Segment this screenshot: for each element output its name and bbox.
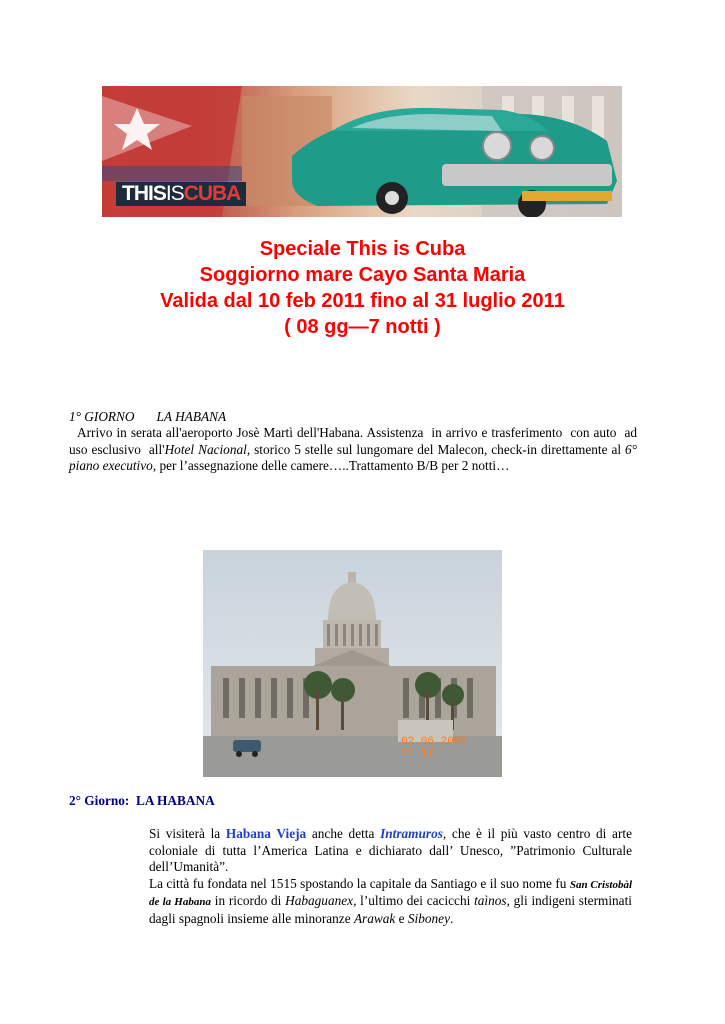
arawak: Arawak bbox=[353, 910, 396, 926]
header-banner-image bbox=[102, 86, 622, 217]
photo-date-stamp: 02.06.2005 21:17 bbox=[401, 736, 468, 760]
day2-t7: , gli indigeni sterminati dagli spagnoli insieme alle minoranze bbox=[149, 893, 632, 926]
day1-floor: 6° piano executivo bbox=[69, 441, 637, 473]
title-line-3: Valida dal 10 feb 2011 fino al 31 luglio 2011 bbox=[160, 290, 565, 312]
day2-t1: Si visiterà la bbox=[149, 826, 226, 841]
logo-this: THIS bbox=[122, 182, 166, 205]
day1-paragraph bbox=[69, 425, 641, 475]
habaguanex: Habaguanex bbox=[285, 893, 354, 908]
day2-t5: in ricordo di bbox=[210, 893, 286, 908]
day1-place: LA HABANA bbox=[156, 409, 227, 424]
day2-t6: , l’ultimo dei cacicchi bbox=[353, 893, 475, 908]
logo-cuba: CUBA bbox=[183, 182, 241, 205]
day2-paragraph bbox=[149, 826, 632, 927]
siboney: Siboney bbox=[407, 910, 450, 926]
day1-text-a: Arrivo in serata all'aeroporto Josè Martì dell'Habana. Assistenza in arrivo e trasferimento con auto ad uso esclusivo all' bbox=[69, 425, 641, 457]
title-line-4: ( 08 gg—7 notti ) bbox=[284, 316, 441, 338]
day2-t8: e bbox=[395, 910, 408, 926]
this-is-cuba-logo bbox=[116, 182, 246, 206]
san-cristobal: San Cristobàl de la Habana bbox=[149, 878, 632, 908]
logo-is: IS bbox=[165, 182, 184, 205]
day1-text-c: , per l’assegnazione delle camere…..Trattamento B/B per 2 notti… bbox=[152, 458, 510, 473]
day1-heading bbox=[69, 409, 226, 426]
capitolio-photo bbox=[203, 550, 502, 777]
day1-label: 1° GIORNO bbox=[69, 409, 135, 424]
day2-heading: 2° Giorno: LA HABANA bbox=[69, 793, 215, 808]
day2-t4: La città fu fondata nel 1515 spostando la capitale da Santiago e il suo nome fu bbox=[149, 875, 570, 891]
day1-text-b: , storico 5 stelle sul lungomare del Malecon, check-in direttamente al bbox=[246, 441, 626, 457]
habana-vieja: Habana Vieja bbox=[225, 826, 307, 841]
day2-t2: anche detta bbox=[306, 826, 381, 841]
day1-hotel: Hotel Nacional bbox=[164, 441, 247, 457]
day2-t3: , che è il più vasto centro di arte coloniale di tutta l’America Latina e dichiarato dall’ Unesco, ”Patrimonio Culturale dell’Umanità”. bbox=[149, 826, 632, 874]
intramuros: Intramuros bbox=[380, 826, 443, 841]
title-line-2: Soggiorno mare Cayo Santa Maria bbox=[199, 264, 526, 286]
day2-t9: . bbox=[449, 910, 454, 926]
title-line-1: Speciale This is Cuba bbox=[259, 238, 466, 260]
tainos: taìnos bbox=[474, 893, 507, 908]
